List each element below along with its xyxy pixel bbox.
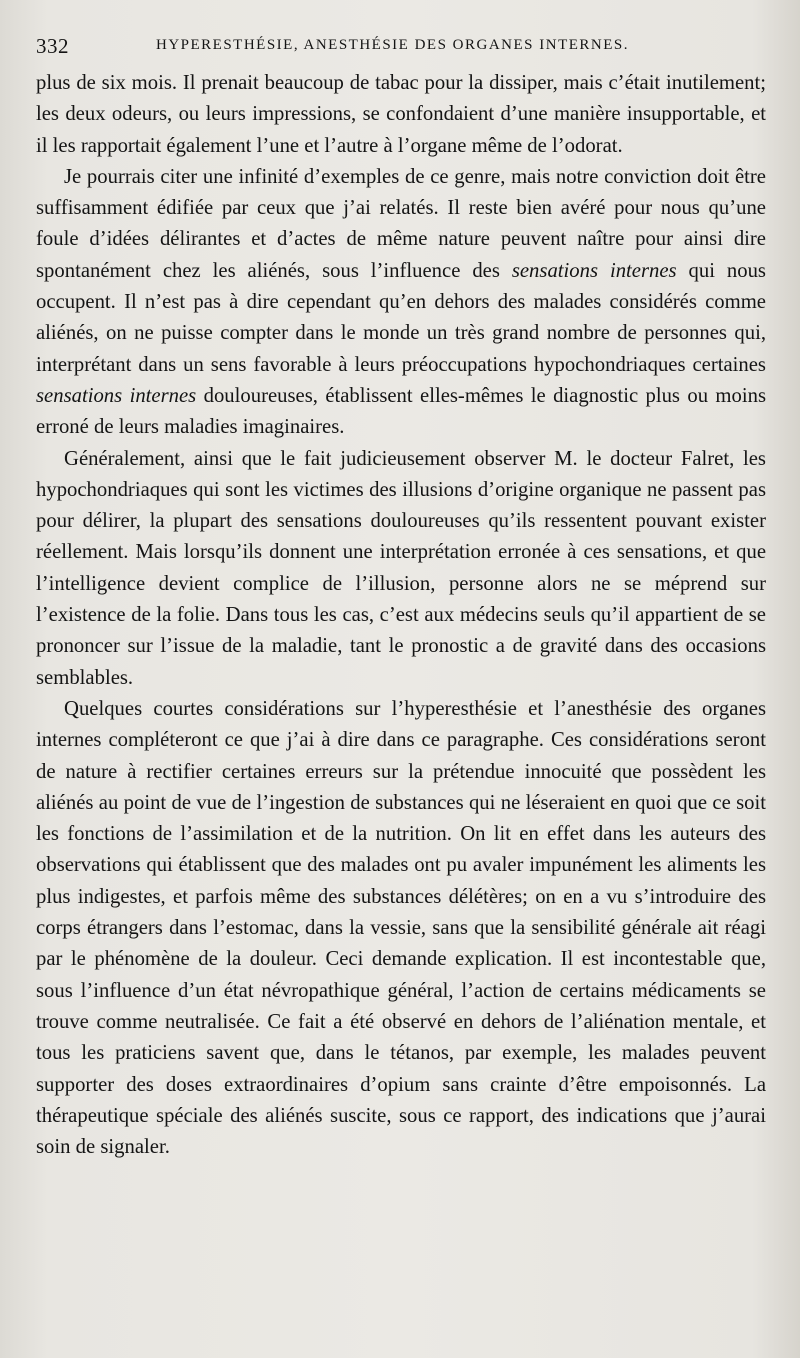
- body-text: [36, 68, 766, 1163]
- page-number: 332: [36, 34, 69, 58]
- text-run: qui nous occupent. Il n’est pas à dire cependant qu’en dehors des malades considérés comme aliénés, on ne puisse compter dans le monde un très grand nombre de personnes qui, interprétant dans un sens favorable à leurs préoccupations hypochondriaques certaines: [36, 259, 766, 376]
- text-run: Généralement, ainsi que le fait judicieusement observer M. le docteur Falret, les hypochondriaques qui sont les victimes des illusions d’origine organique ne passent pas pour délirer, la plupart des sensations douloureuses qu’ils ressentent pouvant exister réellement. Mais lorsqu’ils donnent une interprétation erronée à ces sensations, et que l’intelligence devient complice de l’illusion, personne alors ne se méprend sur l’existence de la folie. Dans tous les cas, c’est aux médecins seuls qu’il appartient de se prononcer sur l’issue de la maladie, tant le pronostic a de gravité dans des occasions semblables.: [36, 447, 766, 689]
- running-head: [36, 28, 766, 64]
- running-title: HYPERESTHÉSIE, ANESTHÉSIE DES ORGANES INTERNES.: [156, 37, 630, 53]
- text-run: douloureuses, établissent elles-mêmes le diagnostic plus ou moins erroné de leurs maladies imaginaires.: [36, 384, 766, 439]
- italic-phrase: sensations internes: [511, 259, 677, 282]
- text-run: Quelques courtes considérations sur l’hyperesthésie et l’anesthésie des organes internes compléteront ce que j’ai à dire dans ce paragraphe. Ces considérations seront de nature à rectifier certaines erreurs sur la prétendue innocuité que possèdent les aliénés au point de vue de l’ingestion de substances qui ne léseraient en quoi que ce soit les fonctions de l’assimilation et de la nutrition. On lit en effet dans les auteurs des observations qui établissent que des malades ont pu avaler impunément les aliments les plus indigestes, et parfois même des substances délétères; on en a vu s’introduire des corps étrangers dans l’estomac, dans la vessie, sans que la sensibilité générale ait réagi par le phénomène de la douleur. Ceci demande explication. Il est incontestable que, sous l’influence d’un état névropathique général, l’action de certains médicaments se trouve comme neutralisée. Ce fait a été observé en dehors de l’aliénation mentale, et tous les praticiens savent que, dans le tétanos, par exemple, les malades peuvent supporter des doses extraordinaires d’opium sans crainte d’être empoisonnés. La thérapeutique spéciale des aliénés suscite, sous ce rapport, des indications que j’aurai soin de signaler.: [36, 697, 766, 1159]
- italic-phrase: sensations internes: [36, 384, 197, 407]
- text-run: Je pourrais citer une infinité d’exemples de ce genre, mais notre conviction doit être suffisamment édifiée par ceux que j’ai relatés. Il reste bien avéré pour nous qu’une foule d’idées délirantes et d’actes de même nature peuvent naître pour ainsi dire spontanément chez les aliénés, sous l’influence des: [36, 165, 766, 282]
- paragraph: [36, 694, 766, 1163]
- text-run: plus de six mois. Il prenait beaucoup de tabac pour la dissiper, mais c’était inutilement; les deux odeurs, ou leurs impressions, se confondaient d’une manière insupportable, et il les rapportait également l’une et l’autre à l’organe même de l’odorat.: [36, 72, 766, 157]
- paragraph: [36, 68, 766, 162]
- paragraph: [36, 162, 766, 444]
- paragraph: [36, 444, 766, 694]
